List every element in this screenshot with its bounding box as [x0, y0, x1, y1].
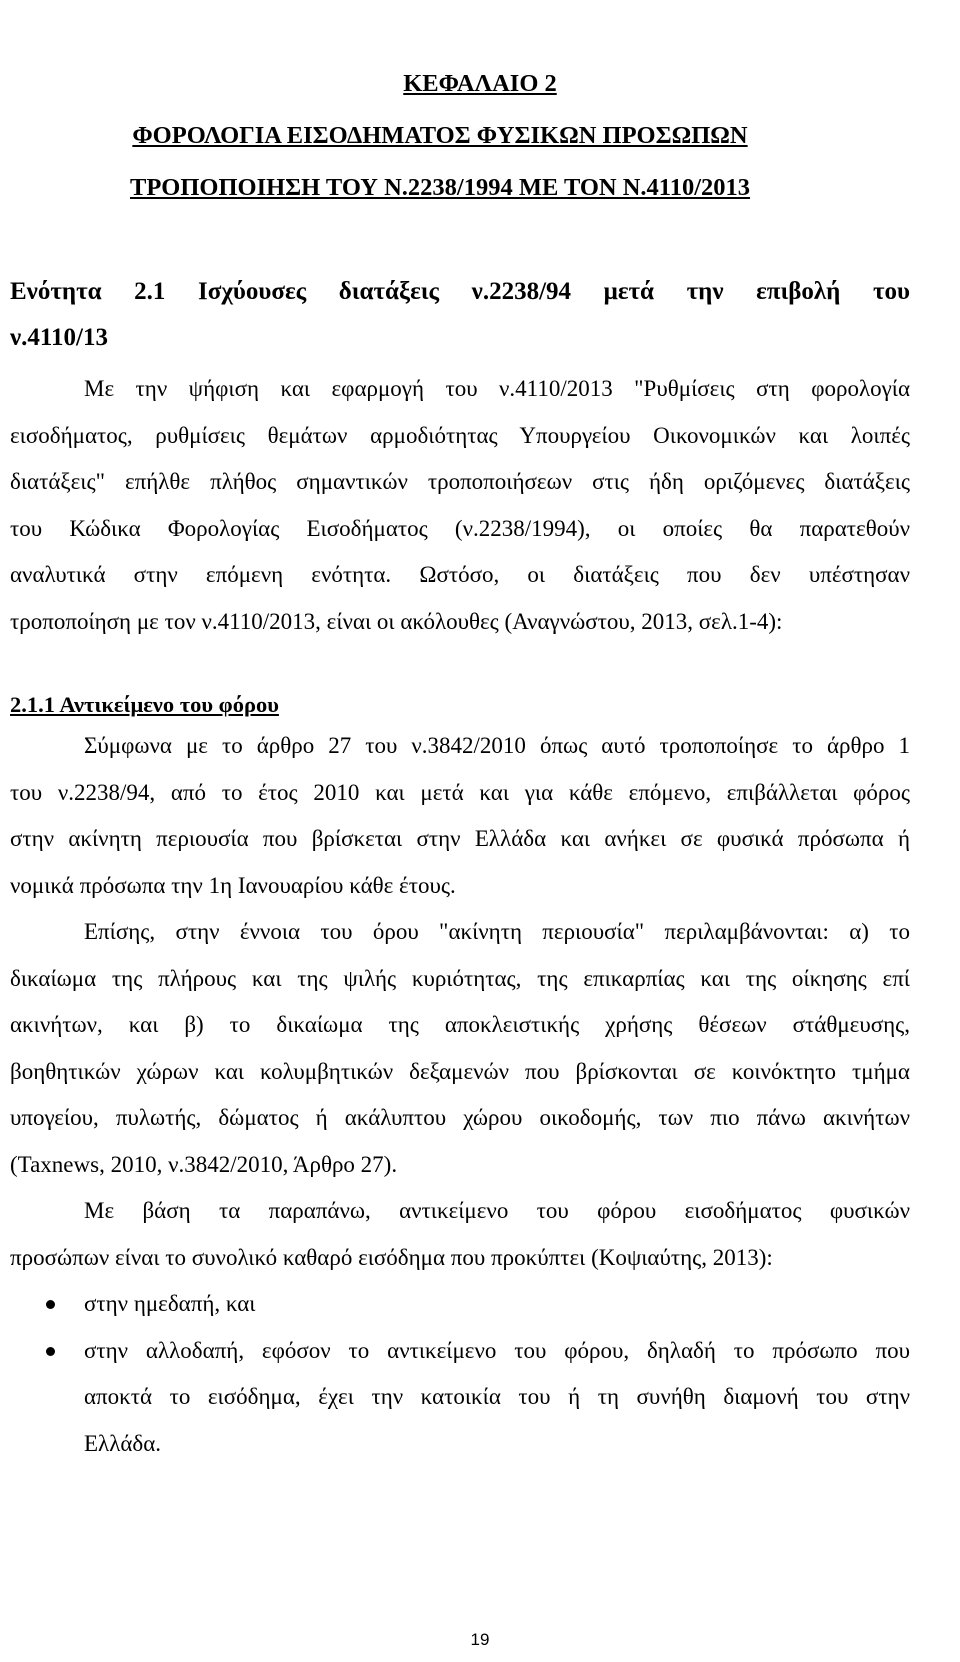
text-line: τροποποίηση με τον ν.4110/2013, είναι οι ακόλουθες (Αναγνώστου, 2013, σελ.1-4): [10, 608, 783, 634]
chapter-heading: ΚΕΦΑΛΑΙΟ 2 [403, 70, 557, 97]
text-line: προσώπων είναι το συνολικό καθαρό εισόδημα που προκύπτει (Κοψιαύτης, 2013): [10, 1244, 773, 1270]
text-line: αποκτά το εισόδημα, έχει την κατοικία του ή τη συνήθη διαμονή του στην [84, 1384, 910, 1409]
section-title-line2: ν.4110/13 [10, 324, 108, 351]
text-line: Επίσης, στην έννοια του όρου "ακίνητη περιουσία" περιλαμβάνονται: α) το [84, 919, 910, 944]
text-line: εισοδήματος, ρυθμίσεις θεμάτων αρμοδιότητας Υπουργείου Οικονομικών και λοιπές [10, 422, 910, 448]
text-line: στην αλλοδαπή, εφόσον το αντικείμενο του φόρου, δηλαδή το πρόσωπο που [84, 1337, 910, 1363]
section-title-line1: Ενότητα 2.1 Ισχύουσες διατάξεις ν.2238/94 μετά την επιβολή του [10, 278, 910, 305]
text-line: υπογείου, πυλωτής, δώματος ή ακάλυπτου χώρου οικοδομής, των πιο πάνω ακινήτων [10, 1105, 910, 1130]
paragraph-real-estate [10, 909, 910, 1188]
bullet-list [10, 1281, 910, 1467]
list-item [10, 1328, 910, 1468]
page-number: 19 [470, 1630, 490, 1649]
text-line: Με βάση τα παραπάνω, αντικείμενο του φόρου εισοδήματος φυσικών [84, 1198, 910, 1223]
text-line: στην ακίνητη περιουσία που βρίσκεται στην Ελλάδα και ανήκει σε φυσικά πρόσωπα ή [10, 826, 910, 851]
text-line: δικαίωμα της πλήρους και της ψιλής κυριότητας, της επικαρπίας και της οίκησης επί [10, 965, 910, 991]
chapter-subtitle: ΤΡΟΠΟΠΟΙΗΣΗ ΤΟΥ Ν.2238/1994 ΜΕ ΤΟΝ Ν.4110/2013 [129, 174, 751, 201]
text-line: του ν.2238/94, από το έτος 2010 και μετά και για κάθε επόμενο, επιβάλλεται φόρος [10, 779, 910, 805]
chapter-title: ΦΟΡΟΛΟΓΙΑ ΕΙΣΟΔΗΜΑΤΟΣ ΦΥΣΙΚΩΝ ΠΡΟΣΩΠΩΝ [132, 122, 748, 149]
list-item [10, 1281, 910, 1328]
text-line: ακινήτων, και β) το δικαίωμα της αποκλειστικής χρήσης θέσεων στάθμευσης, [10, 1012, 910, 1037]
text-line: στην ημεδαπή, και [84, 1291, 256, 1316]
paragraph-object-of-tax [10, 723, 910, 909]
intro-paragraph [10, 366, 910, 645]
text-line: του Κώδικα Φορολογίας Εισοδήματος (ν.2238/1994), οι οποίες θα παρατεθούν [10, 515, 910, 541]
paragraph-summary [10, 1188, 910, 1281]
text-line: αναλυτικά στην επόμενη ενότητα. Ωστόσο, οι διατάξεις που δεν υπέστησαν [10, 562, 910, 587]
text-line: βοηθητικών χώρων και κολυμβητικών δεξαμενών που βρίσκονται σε κοινόκτητο τμήμα [10, 1058, 910, 1084]
text-line: διατάξεις" επήλθε πλήθος σημαντικών τροποποιήσεων στις ήδη οριζόμενες διατάξεις [10, 469, 910, 494]
text-line: Ελλάδα. [84, 1430, 162, 1456]
text-line: (Taxnews, 2010, ν.3842/2010, Άρθρο 27). [10, 1151, 398, 1177]
text-line: Με την ψήφιση και εφαρμογή του ν.4110/2013 "Ρυθμίσεις στη φορολογία [84, 376, 910, 401]
bullet-icon [46, 1300, 55, 1309]
subsection-title: 2.1.1 Αντικείμενο του φόρου [10, 692, 279, 717]
text-line: Σύμφωνα με το άρθρο 27 του ν.3842/2010 όπως αυτό τροποποίησε το άρθρο 1 [84, 733, 910, 758]
text-line: νομικά πρόσωπα την 1η Ιανουαρίου κάθε έτους. [10, 872, 456, 898]
bullet-icon [46, 1347, 55, 1356]
